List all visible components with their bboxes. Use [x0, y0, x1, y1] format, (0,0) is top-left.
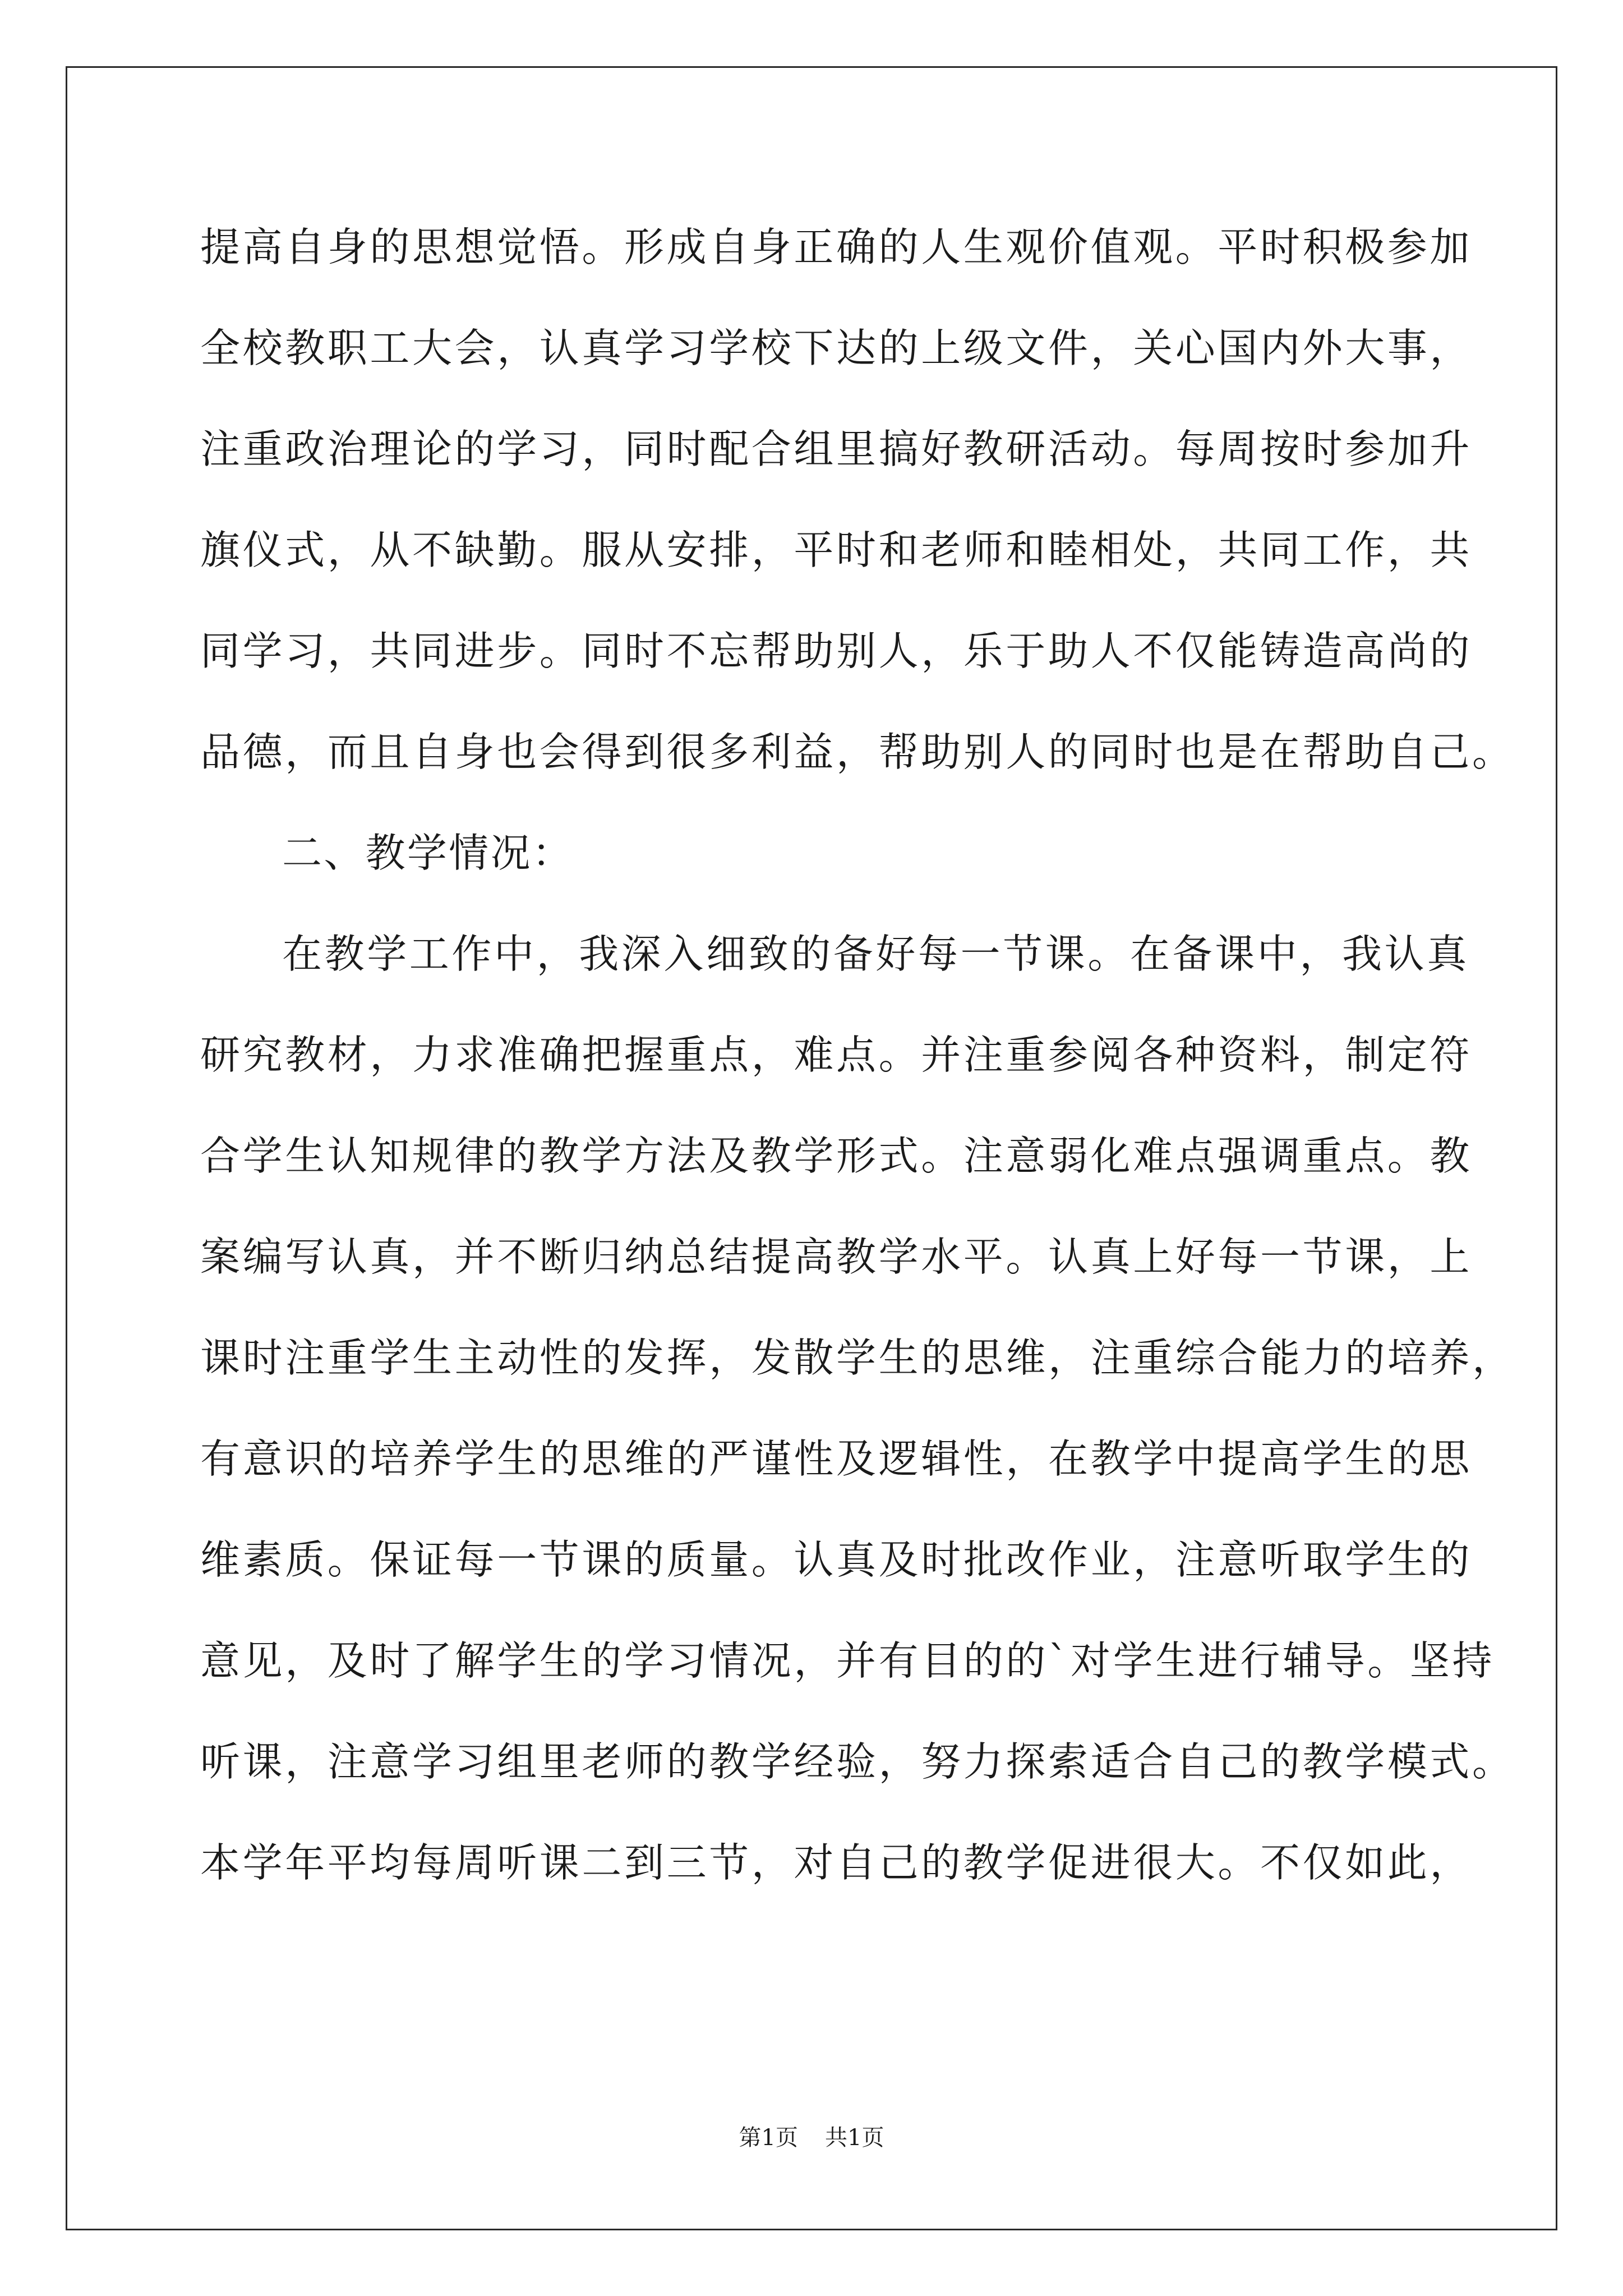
text-line: 研究教材，力求准确把握重点，难点。并注重参阅各种资料，制定符: [200, 1032, 1473, 1078]
text-line: 全校教职工大会，认真学习学校下达的上级文件，关心国内外大事，: [200, 325, 1473, 371]
text-line: 意见，及时了解学生的学习情况，并有目的的`对学生进行辅导。坚持: [200, 1637, 1495, 1684]
text-line: 注重政治理论的学习，同时配合组里搞好教研活动。每周按时参加升: [200, 426, 1473, 472]
section-heading: 二、教学情况：: [282, 830, 574, 876]
text-line: 听课，注意学习组里老师的教学经验，努力探索适合自己的教学模式。: [200, 1738, 1515, 1785]
page-total: 共1页: [825, 2125, 884, 2151]
page-current: 第1页: [739, 2125, 798, 2151]
text-line: 合学生认知规律的教学方法及教学形式。注意弱化难点强调重点。教: [200, 1133, 1473, 1179]
text-line: 在教学工作中，我深入细致的备好每一节课。在备课中，我认真: [282, 931, 1469, 977]
text-line: 旗仪式，从不缺勤。服从安排，平时和老师和睦相处，共同工作，共: [200, 527, 1473, 573]
text-line: 同学习，共同进步。同时不忘帮助别人，乐于助人不仅能铸造高尚的: [200, 628, 1473, 674]
text-line: 本学年平均每周听课二到三节，对自己的教学促进很大。不仅如此，: [200, 1839, 1473, 1886]
text-line: 案编写认真，并不断归纳总结提高教学水平。认真上好每一节课，上: [200, 1234, 1473, 1280]
page-number-footer: [0, 2124, 1623, 2152]
text-line: 维素质。保证每一节课的质量。认真及时批改作业，注意听取学生的: [200, 1536, 1473, 1583]
text-line: 课时注重学生主动性的发挥，发散学生的思维，注重综合能力的培养，: [200, 1335, 1515, 1381]
text-line: 提高自身的思想觉悟。形成自身正确的人生观价值观。平时积极参加: [200, 224, 1473, 270]
text-line: 品德，而且自身也会得到很多利益，帮助别人的同时也是在帮助自己。: [200, 729, 1515, 775]
text-line: 有意识的培养学生的思维的严谨性及逻辑性，在教学中提高学生的思: [200, 1435, 1473, 1482]
